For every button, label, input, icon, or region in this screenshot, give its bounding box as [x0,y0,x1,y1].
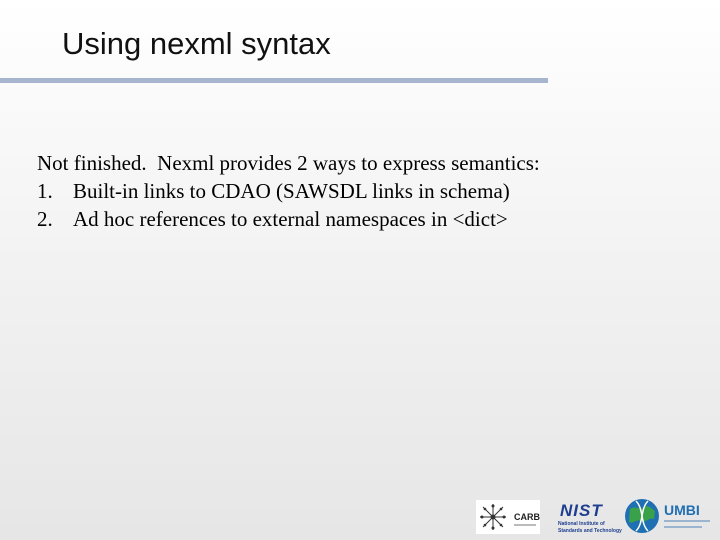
carb-logo-text: CARB [514,512,540,522]
carb-logo [476,500,540,534]
intro-line: Not finished. Nexml provides 2 ways to express semantics: [37,151,540,175]
sponsor-logos [470,494,720,540]
list-number: 2. [37,207,53,231]
list-number: 1. [37,179,53,203]
slide-title: Using nexml syntax [62,26,331,61]
nist-subtitle-line2: Standards and Technology [558,528,622,534]
umbi-logo-text: UMBI [664,502,700,518]
list-item [37,177,540,205]
umbi-logo [624,496,720,538]
nist-subtitle-line1: National Institute of [558,521,605,527]
list-item [37,205,540,233]
nist-logo [546,500,622,536]
carb-star-icon [478,502,508,532]
umbi-globe-icon [624,497,660,535]
list-item-text: Ad hoc references to external namespaces in <dict> [73,207,508,231]
list-item-text: Built-in links to CDAO (SAWSDL links in schema) [73,179,510,203]
title-underline [0,78,548,83]
slide-body [37,149,540,233]
nist-logo-text: NIST [560,501,603,520]
